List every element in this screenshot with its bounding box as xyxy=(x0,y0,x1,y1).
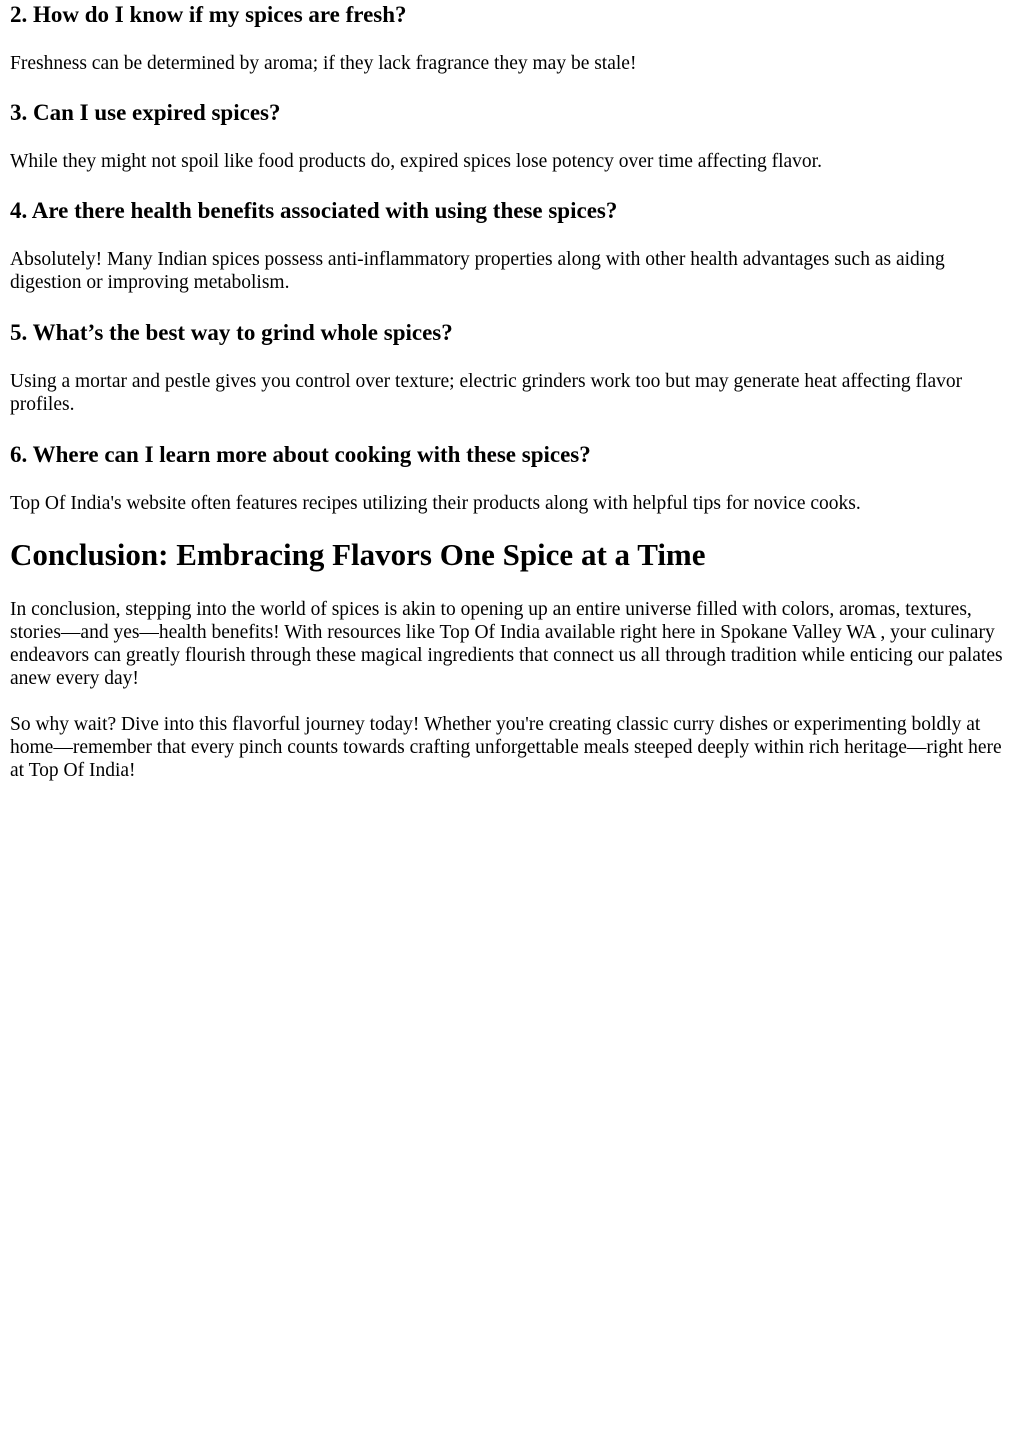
conclusion-paragraph-1: In conclusion, stepping into the world of spices is akin to opening up an entire universe filled with colors, aromas, textures, stories—and yes—health benefits! With resources like Top Of India available right here in Spokane Valley WA , your culinary endeavors can greatly flourish through these magical ingredients that connect us all through tradition while enticing our palates anew every day! xyxy=(10,599,1003,689)
faq-question-6: 6. Where can I learn more about cooking with these spices? xyxy=(10,442,591,467)
article-body xyxy=(0,2,1024,782)
faq-answer-3: While they might not spoil like food products do, expired spices lose potency over time affecting flavor. xyxy=(10,151,822,172)
faq-answer-6: Top Of India's website often features recipes utilizing their products along with helpful tips for novice cooks. xyxy=(10,493,861,514)
faq-question-2: 2. How do I know if my spices are fresh? xyxy=(10,2,407,27)
faq-question-5: 5. What’s the best way to grind whole spices? xyxy=(10,320,453,345)
conclusion-paragraph-2: So why wait? Dive into this flavorful journey today! Whether you're creating classic curry dishes or experimenting boldly at home—remember that every pinch counts towards crafting unforgettable meals steeped deeply within rich heritage—right here at Top Of India! xyxy=(10,714,1002,781)
faq-answer-4: Absolutely! Many Indian spices possess anti-inflammatory properties along with other health advantages such as aiding digestion or improving metabolism. xyxy=(10,249,945,293)
faq-answer-5: Using a mortar and pestle gives you control over texture; electric grinders work too but may generate heat affecting flavor profiles. xyxy=(10,371,963,415)
faq-question-3: 3. Can I use expired spices? xyxy=(10,100,281,125)
conclusion-heading: Conclusion: Embracing Flavors One Spice at a Time xyxy=(10,537,706,572)
faq-answer-2: Freshness can be determined by aroma; if they lack fragrance they may be stale! xyxy=(10,53,637,74)
faq-question-4: 4. Are there health benefits associated with using these spices? xyxy=(10,198,618,223)
